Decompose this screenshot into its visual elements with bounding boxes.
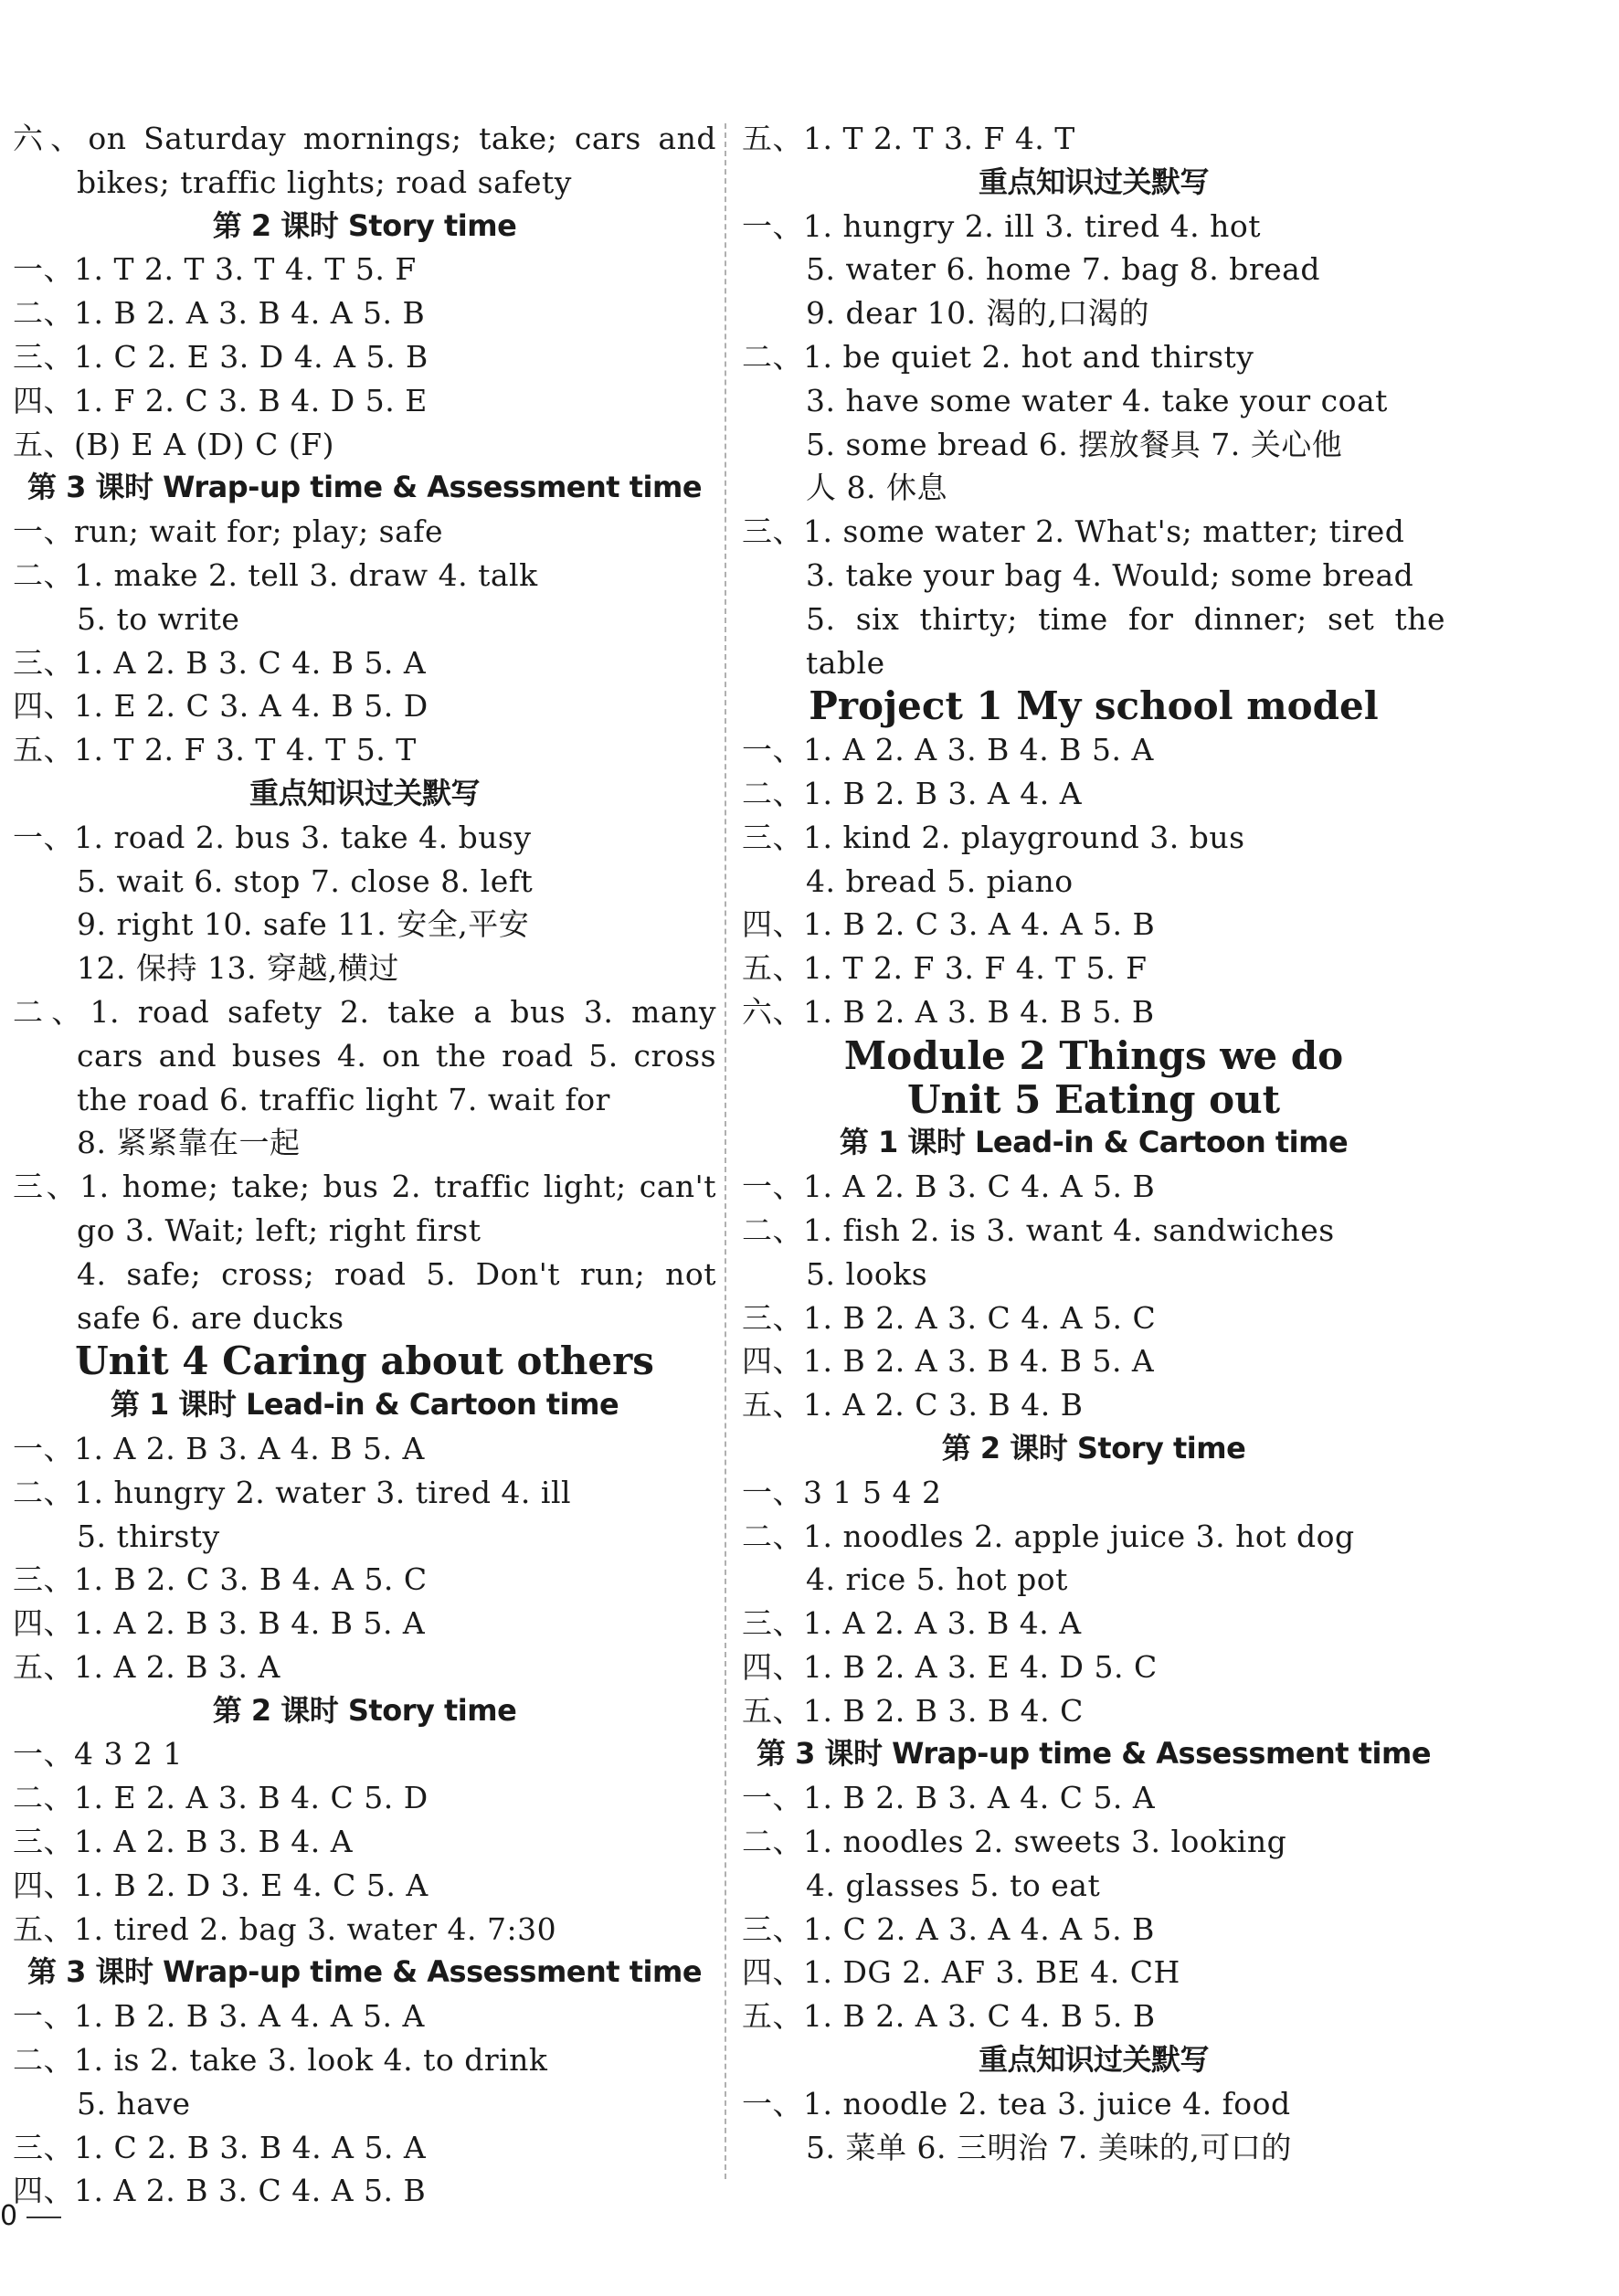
section-heading: 重点知识过关默写 xyxy=(249,775,480,810)
answer-line: 二、1. hungry 2. water 3. tired 4. ill xyxy=(13,1474,572,1510)
answer-line: 一、1. B 2. B 3. A 4. C 5. A xyxy=(742,1780,1156,1816)
answer-line: 3. take your bag 4. Would; some bread xyxy=(806,556,1414,593)
answer-line: 二、1. E 2. A 3. B 4. C 5. D xyxy=(13,1780,429,1816)
page-number: 0 xyxy=(0,2200,18,2232)
answer-line: 五、1. T 2. T 3. F 4. T xyxy=(742,121,1075,156)
answer-line: 5. have xyxy=(77,2085,191,2121)
answer-line: 一、1. A 2. A 3. B 4. B 5. A xyxy=(742,732,1154,768)
section-heading: 第 2 课时 Story time xyxy=(212,207,517,243)
right-column xyxy=(742,117,1445,2169)
section-heading: 第 3 课时 Wrap-up time & Assessment time xyxy=(26,470,703,505)
section-heading: 第 3 课时 Wrap-up time & Assessment time xyxy=(26,1954,703,1990)
answer-line: 二、1. road safety 2. take a bus 3. many xyxy=(13,993,716,1030)
answer-line: 三、1. C 2. A 3. A 4. A 5. B xyxy=(742,1910,1155,1947)
answer-line: 三、1. A 2. A 3. B 4. A xyxy=(742,1605,1082,1642)
answer-line: 一、1. noodle 2. tea 3. juice 4. food xyxy=(742,2085,1291,2121)
answer-line: 六、1. B 2. A 3. B 4. B 5. B xyxy=(742,993,1155,1030)
answer-line: 二、1. be quiet 2. hot and thirsty xyxy=(742,338,1254,375)
answer-line: 五、1. B 2. A 3. C 4. B 5. B xyxy=(742,1998,1156,2035)
unit-title: Unit 4 Caring about others xyxy=(75,1338,654,1384)
answer-line: 四、1. B 2. A 3. E 4. D 5. C xyxy=(742,1648,1158,1685)
answer-line: 一、1. road 2. bus 3. take 4. busy xyxy=(13,819,532,855)
answer-line: 5. some bread 6. 摆放餐具 7. 关心他 xyxy=(806,426,1343,462)
answer-line: 六、on Saturday mornings; take; cars and xyxy=(13,121,716,156)
unit-title: Unit 5 Eating out xyxy=(906,1076,1281,1122)
answer-line: 三、1. C 2. E 3. D 4. A 5. B xyxy=(13,338,429,375)
column-divider xyxy=(725,123,726,2179)
answer-line: 4. glasses 5. to eat xyxy=(806,1867,1101,1903)
page-footer xyxy=(0,2198,61,2235)
answer-line: 二、1. B 2. A 3. B 4. A 5. B xyxy=(13,295,426,332)
answer-line: 8. 紧紧靠在一起 xyxy=(77,1125,301,1161)
left-column xyxy=(13,117,716,2213)
answer-line: 一、1. B 2. B 3. A 4. A 5. A xyxy=(13,1998,425,2035)
answer-line: 一、1. A 2. B 3. C 4. A 5. B xyxy=(742,1169,1156,1205)
answer-line: 四、1. DG 2. AF 3. BE 4. CH xyxy=(742,1954,1180,1991)
answer-line: 一、4 3 2 1 xyxy=(13,1736,183,1772)
answer-line: 二、1. noodles 2. sweets 3. looking xyxy=(742,1824,1287,1860)
answer-line: 三、1. B 2. C 3. B 4. A 5. C xyxy=(13,1561,428,1598)
answer-line: 5. six thirty; time for dinner; set the xyxy=(806,600,1445,637)
answer-line: 五、(B) E A (D) C (F) xyxy=(13,426,334,462)
answer-line: 一、run; wait for; play; safe xyxy=(13,513,444,550)
answer-line: 一、1. A 2. B 3. A 4. B 5. A xyxy=(13,1430,425,1466)
answer-line: go 3. Wait; left; right first xyxy=(77,1211,481,1248)
section-heading: 重点知识过关默写 xyxy=(978,2042,1209,2078)
answer-line: safe 6. are ducks xyxy=(77,1299,344,1336)
section-heading: 重点知识过关默写 xyxy=(978,164,1209,199)
answer-line: 三、1. kind 2. playground 3. bus xyxy=(742,819,1245,855)
unit-title: Module 2 Things we do xyxy=(843,1032,1344,1078)
answer-line: 五、1. tired 2. bag 3. water 4. 7:30 xyxy=(13,1910,557,1947)
answer-line: 二、1. noodles 2. apple juice 3. hot dog xyxy=(742,1518,1355,1554)
answer-line: 三、1. A 2. B 3. B 4. A xyxy=(13,1824,354,1860)
answer-line: 5. wait 6. stop 7. close 8. left xyxy=(77,862,534,899)
answer-line: 5. thirsty xyxy=(77,1518,220,1554)
answer-line: 9. dear 10. 渴的,口渴的 xyxy=(806,295,1150,332)
answer-line: 四、1. A 2. B 3. B 4. B 5. A xyxy=(13,1605,426,1642)
answer-line: 二、1. fish 2. is 3. want 4. sandwiches xyxy=(742,1211,1335,1248)
answer-line: 5. water 6. home 7. bag 8. bread xyxy=(806,251,1320,288)
answer-line: 一、1. hungry 2. ill 3. tired 4. hot xyxy=(742,207,1261,244)
answer-line: 一、1. T 2. T 3. T 4. T 5. F xyxy=(13,251,417,288)
answer-line: cars and buses 4. on the road 5. cross xyxy=(77,1037,716,1074)
answer-line: 二、1. make 2. tell 3. draw 4. talk xyxy=(13,556,538,593)
answer-line: 4. bread 5. piano xyxy=(806,862,1074,899)
answer-line: 五、1. A 2. C 3. B 4. B xyxy=(742,1387,1084,1423)
footer-dash xyxy=(26,2217,61,2218)
answer-line: 3. have some water 4. take your coat xyxy=(806,382,1388,418)
answer-line: 三、1. C 2. B 3. B 4. A 5. A xyxy=(13,2129,427,2165)
answer-line: 12. 保持 13. 穿越,横过 xyxy=(77,950,399,987)
answer-line: bikes; traffic lights; road safety xyxy=(77,164,572,200)
answer-line: the road 6. traffic light 7. wait for xyxy=(77,1081,610,1117)
answer-line: 4. rice 5. hot pot xyxy=(806,1561,1068,1598)
answer-line: 4. safe; cross; road 5. Don't run; not xyxy=(77,1255,716,1292)
answer-line: 三、1. A 2. B 3. C 4. B 5. A xyxy=(13,644,427,681)
answer-line: 5. looks xyxy=(806,1255,928,1292)
answer-line: 三、1. B 2. A 3. C 4. A 5. C xyxy=(742,1299,1157,1336)
answer-line: 9. right 10. safe 11. 安全,平安 xyxy=(77,906,530,943)
answer-line: 四、1. B 2. A 3. B 4. B 5. A xyxy=(742,1343,1155,1380)
answer-line: 五、1. B 2. B 3. B 4. C xyxy=(742,1692,1084,1729)
answer-line: 5. 菜单 6. 三明治 7. 美味的,可口的 xyxy=(806,2129,1292,2165)
answer-line: 三、1. home; take; bus 2. traffic light; can't xyxy=(13,1169,716,1205)
answer-line: table xyxy=(806,644,885,681)
answer-line: 5. to write xyxy=(77,600,240,637)
answer-line: 四、1. F 2. C 3. B 4. D 5. E xyxy=(13,382,428,418)
answer-line: 二、1. B 2. B 3. A 4. A xyxy=(742,775,1083,811)
answer-line: 二、1. is 2. take 3. look 4. to drink xyxy=(13,2042,548,2079)
section-heading: 第 2 课时 Story time xyxy=(941,1430,1246,1465)
answer-line: 四、1. B 2. C 3. A 4. A 5. B xyxy=(742,906,1156,943)
answer-line: 四、1. E 2. C 3. A 4. B 5. D xyxy=(13,688,429,725)
answer-line: 四、1. A 2. B 3. C 4. A 5. B xyxy=(13,2173,427,2209)
answer-line: 五、1. T 2. F 3. T 4. T 5. T xyxy=(13,732,417,768)
answer-line: 五、1. A 2. B 3. A xyxy=(13,1648,280,1685)
section-heading: 第 1 课时 Lead-in & Cartoon time xyxy=(110,1387,619,1423)
answer-line: 五、1. T 2. F 3. F 4. T 5. F xyxy=(742,950,1148,987)
answer-line: 人 8. 休息 xyxy=(806,470,947,506)
answer-line: 三、1. some water 2. What's; matter; tired xyxy=(742,513,1405,550)
answer-line: 四、1. B 2. D 3. E 4. C 5. A xyxy=(13,1867,429,1903)
answer-line: 一、3 1 5 4 2 xyxy=(742,1474,942,1510)
section-heading: 第 2 课时 Story time xyxy=(212,1692,517,1728)
section-heading: 第 1 课时 Lead-in & Cartoon time xyxy=(839,1125,1349,1160)
unit-title: Project 1 My school model xyxy=(809,683,1379,729)
section-heading: 第 3 课时 Wrap-up time & Assessment time xyxy=(756,1736,1432,1772)
